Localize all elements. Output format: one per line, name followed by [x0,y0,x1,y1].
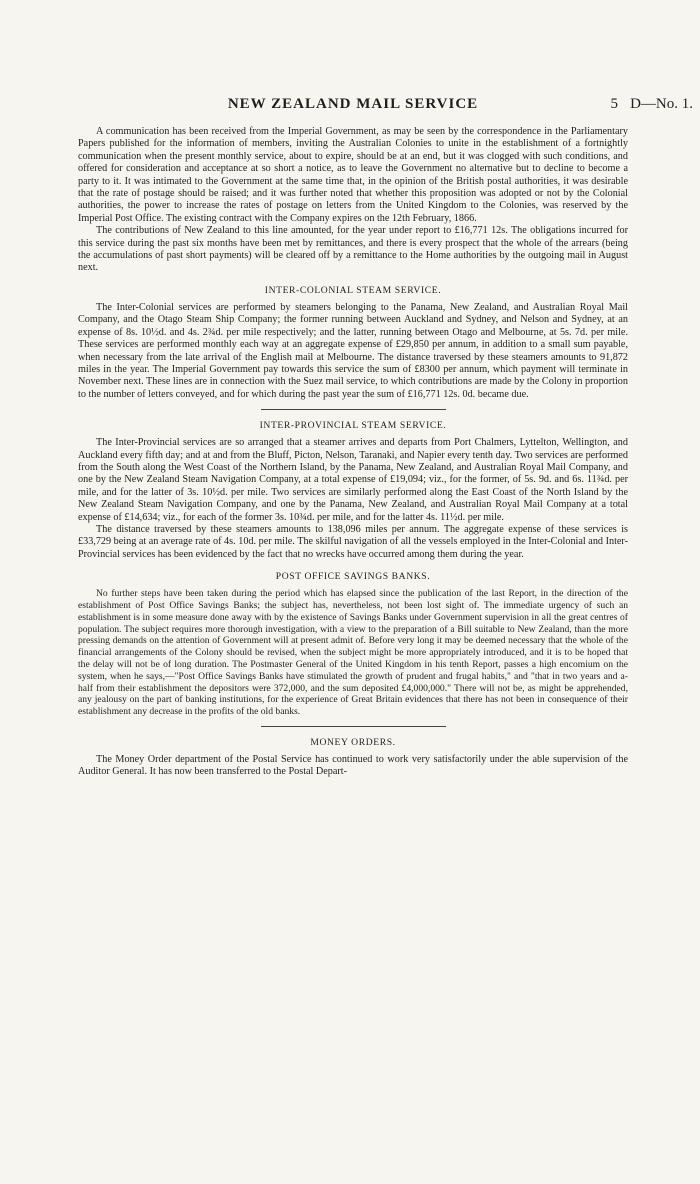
section-money-orders [78,737,628,779]
document-page [0,96,700,1184]
document-reference: D—No. 1. [630,96,693,112]
page-header [78,96,693,126]
section-heading: POST OFFICE SAVINGS BANKS. [275,571,431,583]
paragraph: The Inter-Provincial services are so arranged that a steamer arrives and departs from Port Chalmers, Lyttelton, Wellington, and Auckland every fifth day; and at and from the Bluff, Picton, Nelson, Taranaki, and Napier every tenth day. Two services are performed from the South along the West Coast of the Northern Island, by the Panama, New Zealand, and Australian Royal Mail Company, and one by the New Zealand Steam Navigation Company, at a total expense of £19,094; viz., for the former, of 5s. 9d. and 6s. 11¾d. per mile, and for the latter of 3s. 10½d. per mile. Two services are similarly performed along the East Coast of the North Island by the New Zealand Steam Navigation Company, and one by the Panama, New Zealand, and Australian Royal Mail Company at a total expense of £14,634; viz., for each of the former 3s. 10¾d. per mile, and for the latter 4s. 11½d. per mile. [78,437,628,523]
section-heading: MONEY ORDERS. [310,736,396,748]
section-inter-provincial [78,420,628,561]
page-title: NEW ZEALAND MAIL SERVICE [227,96,479,112]
divider [261,409,446,410]
paragraph: The Money Order department of the Postal Service has continued to work very satisfactorily under the able supervision of the Auditor General. It has now been transferred to the Postal Depart- [78,753,628,778]
page-number: 5 [610,96,618,112]
paragraph: The distance traversed by these steamers amounts to 138,096 miles per annum. The aggregate expense of these services is £33,729 being at an average rate of 4s. 10d. per mile. The skilful navigation of all the vessels employed in the Inter-Colonial and Inter-Provincial services has been evidenced by the fact that no wrecks have occurred among them during the year. [78,523,628,560]
section-intro [78,126,628,275]
paragraph: No further steps have been taken during the period which has elapsed since the publication of the last Report, in the direction of the establishment of Post Office Savings Banks; the subject has, nevertheless, not been lost sight of. The immediate urgency of such an establishment is in some measure done away with by the existence of Savings Banks under Government supervision in all the great centres of population. The subject requires more thorough investigation, with a view to the preparation of a Bill suitable to New Zealand, than the more pressing demands on the attention of Government will at present admit of. Before very long it may be deemed necessary that the whole of the financial arrangements of the Colony should be revised, when the subject might be more appropriately introduced, and it is to be hoped that the delay will not be of long duration. The Postmaster General of the United Kingdom in his tenth Report, passes a high encomium on the system, when he says,—"Post Office Savings Banks have stimulated the growth of prudent and frugal habits," and "that in two years and a-half from their establishment the depositors were 372,000, and the sum deposited £4,000,000." There will not be, as might be apprehended, any jealousy on the part of banking institutions, for the experience of Great Britain evidences that there has not been in consequence of their establishment any decrease in the profits of the old banks. [78,588,628,718]
divider [261,726,446,727]
section-inter-colonial [78,285,628,401]
section-heading: INTER-PROVINCIAL STEAM SERVICE. [259,420,447,432]
paragraph: A communication has been received from the Imperial Government, as may be seen by the correspondence in the Parliamentary Papers published for the information of members, inviting the Australian Colonies to unite in the establishment of a fortnightly communication when the present monthly service, about to expire, should be at an end, but it was clogged with such conditions, and offered for consideration and acceptance at so short a notice, as to leave the Government no alternative but to decline to become a party to it. It was intimated to the Government at the same time that, in the opinion of the British postal authorities, it was desirable that the rate of postage should be raised; and it was further noted that whether this proposition was adopted or not by the Colonial authorities, the power to increase the rates of postage on letters from the United Kingdom to the Colonies, was reserved by the Imperial Post Office. The existing contract with the Company expires on the 12th February, 1866. [78,126,628,224]
paragraph: The Inter-Colonial services are performed by steamers belonging to the Panama, New Zealand, and Australian Royal Mail Company, and the Otago Steam Ship Company; the former running between Auckland and Sydney, and Nelson and Sydney, at an expense of 8s. 10½d. and 4s. 2¾d. per mile respectively; and the latter, running between Otago and Melbourne, at 5s. 7d. per mile. These services are performed monthly each way at an aggregate expense of £29,850 per annum, in addition to a small sum payable, when necessary from the late arrival of the English mail at Melbourne. The distance traversed by these steamers amounts to 91,872 miles in the year. The Imperial Government pay towards this service the sum of £8300 per annum, which payment will terminate in November next. These lines are in connection with the Suez mail service, to which contributions are made by the Colony in proportion to the number of letters conveyed, and for which during the past year the sum of £16,771 12s. 0d. became due. [78,301,628,400]
section-heading: INTER-COLONIAL STEAM SERVICE. [264,284,442,296]
section-savings-banks [78,571,628,718]
paragraph: The contributions of New Zealand to this line amounted, for the year under report to £16,771 12s. The obligations incurred for this service during the past six months have been met by remittances, and there is every prospect that the whole of the arrears (being the accumulations of past short payments) will be cleared off by a remittance to the Home authorities by the outgoing mail in August next. [78,225,628,274]
